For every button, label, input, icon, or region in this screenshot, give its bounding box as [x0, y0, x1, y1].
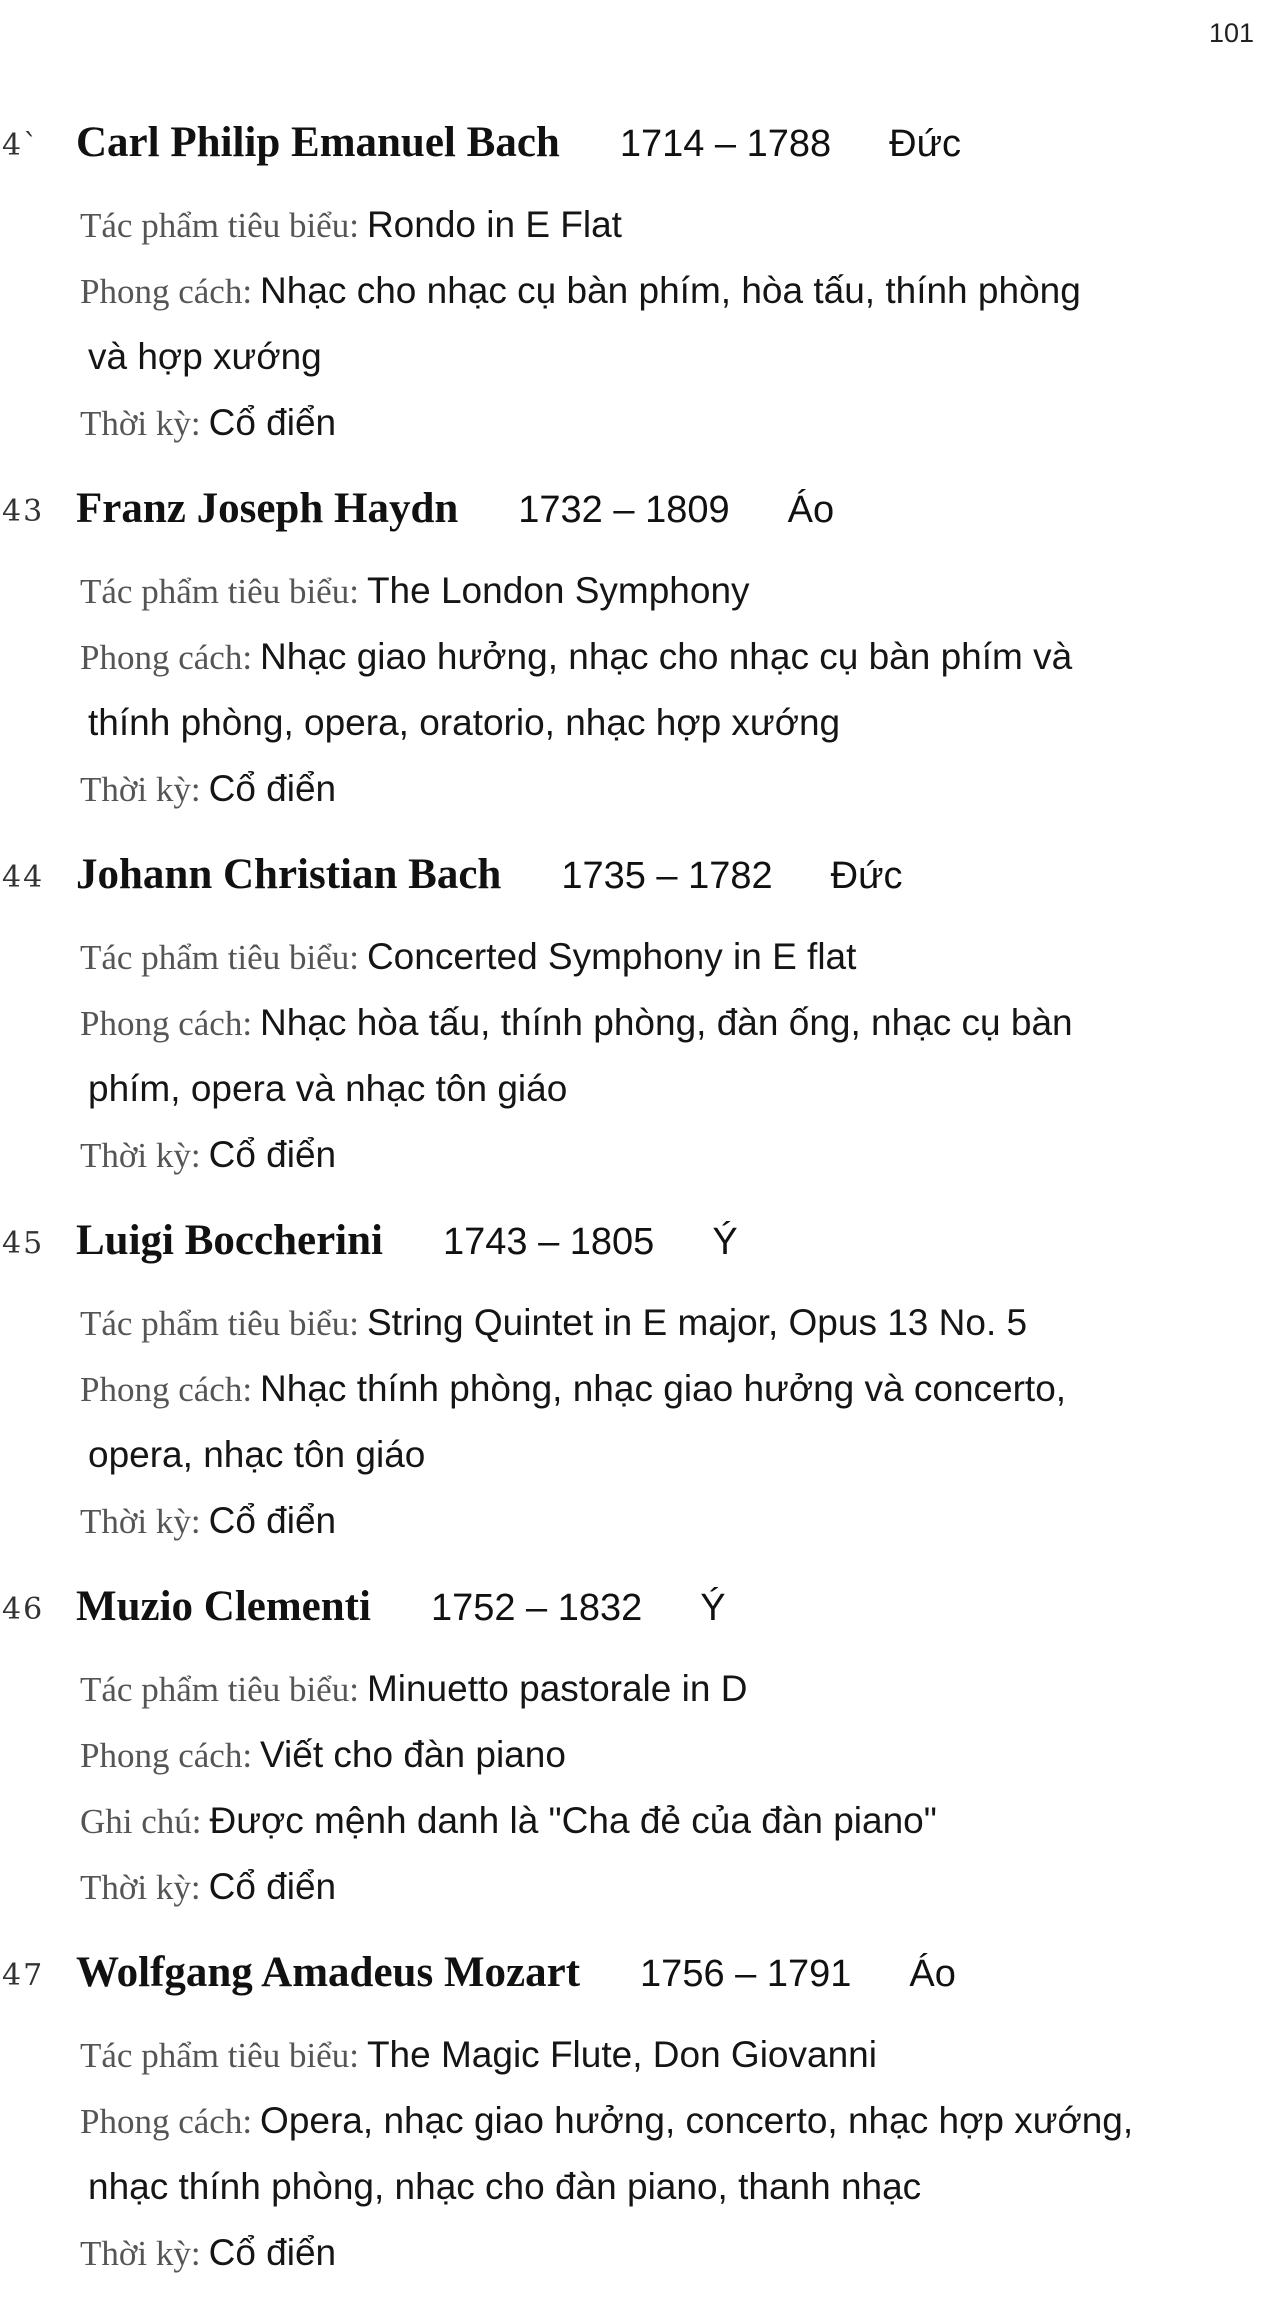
field-label: Phong cách:	[80, 1370, 253, 1409]
style-line	[80, 1722, 1230, 1788]
field-value: phím, opera và nhạc tôn giáo	[88, 1068, 568, 1109]
composer-name: Franz Joseph Haydn	[76, 485, 459, 532]
field-label: Tác phẩm tiêu biểu:	[80, 1670, 359, 1709]
field-value: Opera, nhạc giao hưởng, concerto, nhạc hợp xướng,	[260, 2100, 1134, 2141]
entry-heading	[76, 1216, 738, 1282]
style-continuation-line	[80, 324, 1230, 390]
style-continuation-line	[80, 2154, 1230, 2220]
entry-number: 4`	[2, 128, 41, 163]
composer-years: 1743 – 1805	[442, 1221, 655, 1263]
composer-years: 1732 – 1809	[518, 489, 730, 531]
field-label: Thời kỳ:	[80, 1136, 201, 1175]
field-label: Tác phẩm tiêu biểu:	[80, 938, 359, 977]
entry-details	[80, 2022, 1230, 2286]
field-value: opera, nhạc tôn giáo	[88, 1434, 426, 1475]
entry-details	[80, 1290, 1230, 1554]
field-label: Thời kỳ:	[80, 1868, 201, 1907]
composer-entry	[0, 1948, 1280, 2314]
composer-years: 1735 – 1782	[561, 855, 773, 897]
field-label: Tác phẩm tiêu biểu:	[80, 206, 359, 245]
field-label: Phong cách:	[80, 1004, 253, 1043]
field-label: Ghi chú:	[80, 1802, 202, 1841]
field-value: Nhạc giao hưởng, nhạc cho nhạc cụ bàn phím và	[260, 636, 1073, 677]
composer-country: Đức	[830, 855, 903, 897]
field-value: Cổ điển	[208, 1866, 337, 1907]
field-value: Nhạc hòa tấu, thính phòng, đàn ống, nhạc cụ bàn	[260, 1002, 1073, 1043]
field-value: Cổ điển	[208, 2232, 337, 2273]
composer-name: Luigi Boccherini	[76, 1217, 383, 1264]
style-line	[80, 990, 1230, 1056]
field-value: The London Symphony	[366, 570, 750, 611]
composer-name: Johann Christian Bach	[76, 851, 502, 898]
field-value: Viết cho đàn piano	[260, 1734, 566, 1775]
field-value: nhạc thính phòng, nhạc cho đàn piano, thanh nhạc	[88, 2166, 922, 2207]
entry-number: 44	[2, 860, 45, 895]
field-label: Thời kỳ:	[80, 2234, 201, 2273]
style-continuation-line	[80, 690, 1230, 756]
composer-name: Muzio Clementi	[76, 1583, 371, 1630]
entry-number: 43	[2, 494, 45, 529]
composer-country: Áo	[909, 1953, 956, 1995]
composer-entry	[0, 1216, 1280, 1582]
composer-entry	[0, 1582, 1280, 1948]
field-label: Phong cách:	[80, 638, 253, 677]
field-value: Nhạc cho nhạc cụ bàn phím, hòa tấu, thính phòng	[260, 270, 1081, 311]
field-label: Tác phẩm tiêu biểu:	[80, 2036, 359, 2075]
style-line	[80, 624, 1230, 690]
composer-years: 1756 – 1791	[640, 1953, 852, 1995]
field-value: Concerted Symphony in E flat	[366, 936, 857, 977]
field-label: Phong cách:	[80, 2102, 253, 2141]
representative-work-line	[80, 558, 1230, 624]
composer-years: 1752 – 1832	[430, 1587, 643, 1629]
entry-details	[80, 558, 1230, 822]
composer-country: Ý	[712, 1221, 738, 1263]
field-value: Được mệnh danh là "Cha đẻ của đàn piano"	[209, 1800, 937, 1841]
representative-work-line	[80, 2022, 1230, 2088]
composer-entry	[0, 118, 1280, 484]
composer-country: Ý	[700, 1587, 726, 1629]
field-value: Cổ điển	[208, 768, 337, 809]
field-value: Minuetto pastorale in D	[366, 1668, 748, 1709]
composer-country: Đức	[889, 123, 962, 165]
field-label: Thời kỳ:	[80, 770, 201, 809]
field-label: Phong cách:	[80, 1736, 253, 1775]
field-value: Rondo in E Flat	[366, 204, 622, 245]
composer-name: Carl Philip Emanuel Bach	[76, 119, 560, 166]
period-line	[80, 2220, 1230, 2286]
entry-number: 45	[2, 1226, 45, 1261]
composer-list	[0, 118, 1280, 2314]
representative-work-line	[80, 1656, 1230, 1722]
entry-details	[80, 1656, 1230, 1920]
field-value: và hợp xướng	[88, 336, 322, 377]
composer-entry	[0, 484, 1280, 850]
composer-country: Áo	[787, 489, 835, 531]
composer-name: Wolfgang Amadeus Mozart	[76, 1949, 581, 1996]
field-label: Thời kỳ:	[80, 1502, 201, 1541]
period-line	[80, 756, 1230, 822]
style-line	[80, 2088, 1230, 2154]
style-continuation-line	[80, 1422, 1230, 1488]
entry-number: 46	[2, 1592, 45, 1627]
period-line	[80, 1488, 1230, 1554]
period-line	[80, 1122, 1230, 1188]
representative-work-line	[80, 924, 1230, 990]
field-value: Nhạc thính phòng, nhạc giao hưởng và concerto,	[260, 1368, 1067, 1409]
entry-heading	[76, 1948, 956, 2014]
entry-heading	[76, 118, 961, 184]
field-label: Thời kỳ:	[80, 404, 201, 443]
entry-number: 47	[2, 1958, 45, 1993]
style-line	[80, 1356, 1230, 1422]
field-value: The Magic Flute, Don Giovanni	[366, 2034, 877, 2075]
representative-work-line	[80, 1290, 1230, 1356]
field-value: Cổ điển	[208, 402, 337, 443]
composer-years: 1714 – 1788	[619, 123, 832, 165]
entry-heading	[76, 850, 903, 916]
note-line	[80, 1788, 1230, 1854]
page-number: 101	[1208, 18, 1254, 48]
style-line	[80, 258, 1230, 324]
field-label: Phong cách:	[80, 272, 253, 311]
entry-heading	[76, 484, 834, 550]
field-label: Tác phẩm tiêu biểu:	[80, 1304, 359, 1343]
entry-details	[80, 924, 1230, 1188]
representative-work-line	[80, 192, 1230, 258]
entry-details	[80, 192, 1230, 456]
entry-heading	[76, 1582, 726, 1648]
composer-entry	[0, 850, 1280, 1216]
style-continuation-line	[80, 1056, 1230, 1122]
field-label: Tác phẩm tiêu biểu:	[80, 572, 359, 611]
field-value: String Quintet in E major, Opus 13 No. 5	[366, 1302, 1028, 1343]
period-line	[80, 1854, 1230, 1920]
field-value: Cổ điển	[208, 1500, 337, 1541]
field-value: thính phòng, opera, oratorio, nhạc hợp xướng	[88, 702, 841, 743]
field-value: Cổ điển	[208, 1134, 337, 1175]
period-line	[80, 390, 1230, 456]
